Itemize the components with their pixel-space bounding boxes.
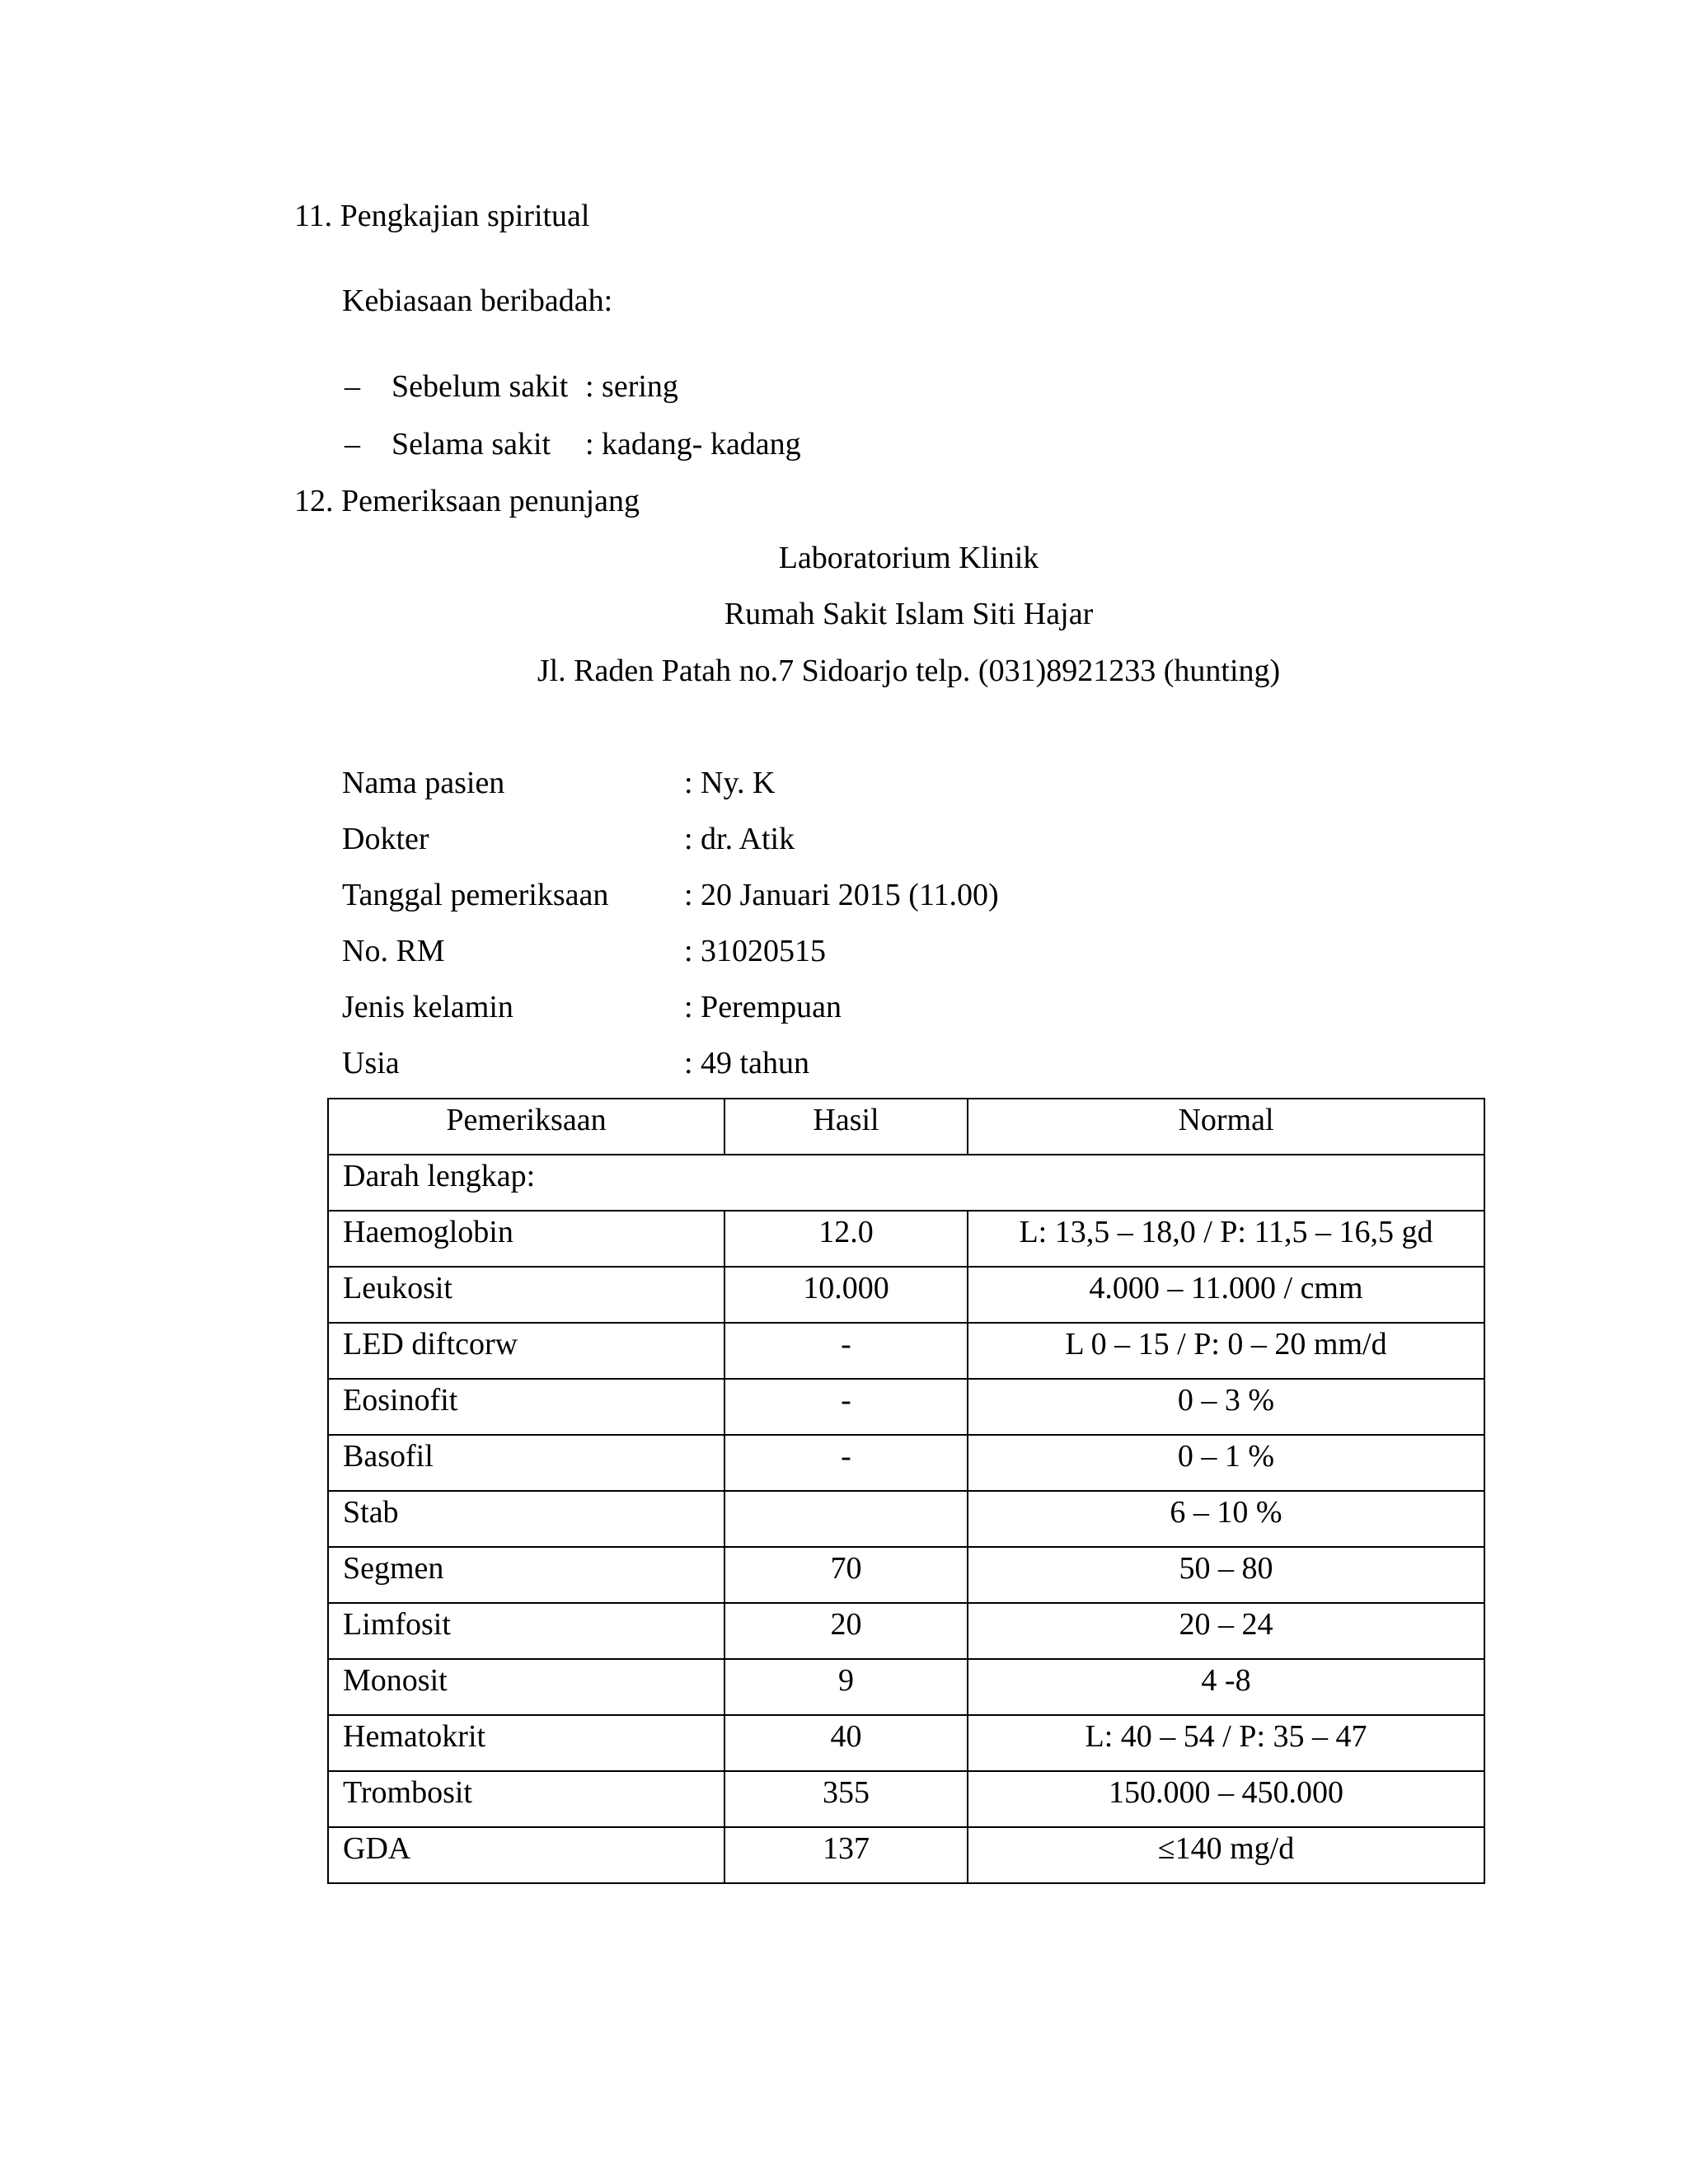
patient-info-value: : Ny. K xyxy=(684,766,776,800)
result-cell xyxy=(724,1491,968,1547)
table-header-row xyxy=(328,1099,1484,1155)
table-row xyxy=(328,1547,1484,1603)
test-name-cell: Stab xyxy=(328,1491,724,1547)
column-header: Pemeriksaan xyxy=(328,1099,724,1155)
result-cell: 9 xyxy=(724,1659,968,1715)
test-name-cell: Segmen xyxy=(328,1547,724,1603)
patient-info-value: : Perempuan xyxy=(684,990,842,1024)
lab-results-table xyxy=(327,1098,1485,1884)
result-cell: - xyxy=(724,1435,968,1491)
table-row xyxy=(328,1827,1484,1883)
hospital-name: Rumah Sakit Islam Siti Hajar xyxy=(724,597,1094,631)
normal-range-cell: L: 13,5 – 18,0 / P: 11,5 – 16,5 gd xyxy=(968,1211,1484,1267)
lab-name: Laboratorium Klinik xyxy=(778,541,1039,575)
normal-range-cell: 0 – 1 % xyxy=(968,1435,1484,1491)
normal-range-cell: 4 -8 xyxy=(968,1659,1484,1715)
dash-bullet: – xyxy=(345,427,360,462)
dash-bullet: – xyxy=(345,369,360,404)
hospital-address: Jl. Raden Patah no.7 Sidoarjo telp. (031)8921233 (hunting) xyxy=(537,654,1281,688)
patient-info-label: Jenis kelamin xyxy=(342,990,513,1024)
list-item-label: Sebelum sakit xyxy=(392,369,569,404)
patient-info-value: : 31020515 xyxy=(684,934,827,968)
table-group-row xyxy=(328,1155,1484,1211)
result-cell: 70 xyxy=(724,1547,968,1603)
test-name-cell: Leukosit xyxy=(328,1267,724,1323)
patient-info-value: : 49 tahun xyxy=(684,1046,809,1080)
patient-info-value: : 20 Januari 2015 (11.00) xyxy=(684,878,999,912)
table-row xyxy=(328,1771,1484,1827)
test-name-cell: Limfosit xyxy=(328,1603,724,1659)
test-name-cell: GDA xyxy=(328,1827,724,1883)
patient-info-label: No. RM xyxy=(342,934,445,968)
normal-range-cell: 20 – 24 xyxy=(968,1603,1484,1659)
patient-info-label: Dokter xyxy=(342,822,429,856)
table-row xyxy=(328,1603,1484,1659)
patient-info-label: Nama pasien xyxy=(342,766,505,800)
result-cell: 12.0 xyxy=(724,1211,968,1267)
section-12-heading: 12. Pemeriksaan penunjang xyxy=(294,484,640,518)
result-cell: - xyxy=(724,1379,968,1435)
section-11-heading: 11. Pengkajian spiritual xyxy=(294,199,590,233)
test-name-cell: Trombosit xyxy=(328,1771,724,1827)
result-cell: 137 xyxy=(724,1827,968,1883)
test-name-cell: Haemoglobin xyxy=(328,1211,724,1267)
normal-range-cell: 150.000 – 450.000 xyxy=(968,1771,1484,1827)
column-header: Hasil xyxy=(724,1099,968,1155)
worship-habit-label: Kebiasaan beribadah: xyxy=(342,284,613,318)
result-cell: 355 xyxy=(724,1771,968,1827)
result-cell: 10.000 xyxy=(724,1267,968,1323)
column-header: Normal xyxy=(968,1099,1484,1155)
table-row xyxy=(328,1659,1484,1715)
test-name-cell: Monosit xyxy=(328,1659,724,1715)
list-item-value: : kadang- kadang xyxy=(585,427,801,462)
list-item-value: : sering xyxy=(585,369,678,404)
list-item-label: Selama sakit xyxy=(392,427,551,462)
result-cell: 40 xyxy=(724,1715,968,1771)
table-row xyxy=(328,1211,1484,1267)
normal-range-cell: L: 40 – 54 / P: 35 – 47 xyxy=(968,1715,1484,1771)
normal-range-cell: 6 – 10 % xyxy=(968,1491,1484,1547)
result-cell: 20 xyxy=(724,1603,968,1659)
table-row xyxy=(328,1323,1484,1379)
patient-info-label: Tanggal pemeriksaan xyxy=(342,878,609,912)
normal-range-cell: 0 – 3 % xyxy=(968,1379,1484,1435)
test-name-cell: LED diftcorw xyxy=(328,1323,724,1379)
table-row xyxy=(328,1379,1484,1435)
normal-range-cell: ≤140 mg/d xyxy=(968,1827,1484,1883)
group-label: Darah lengkap: xyxy=(328,1155,1484,1211)
test-name-cell: Hematokrit xyxy=(328,1715,724,1771)
normal-range-cell: 4.000 – 11.000 / cmm xyxy=(968,1267,1484,1323)
patient-info-label: Usia xyxy=(342,1046,400,1080)
normal-range-cell: L 0 – 15 / P: 0 – 20 mm/d xyxy=(968,1323,1484,1379)
table-row xyxy=(328,1491,1484,1547)
patient-info-value: : dr. Atik xyxy=(684,822,795,856)
test-name-cell: Basofil xyxy=(328,1435,724,1491)
table-row xyxy=(328,1715,1484,1771)
test-name-cell: Eosinofit xyxy=(328,1379,724,1435)
table-row xyxy=(328,1267,1484,1323)
table-row xyxy=(328,1435,1484,1491)
result-cell: - xyxy=(724,1323,968,1379)
normal-range-cell: 50 – 80 xyxy=(968,1547,1484,1603)
